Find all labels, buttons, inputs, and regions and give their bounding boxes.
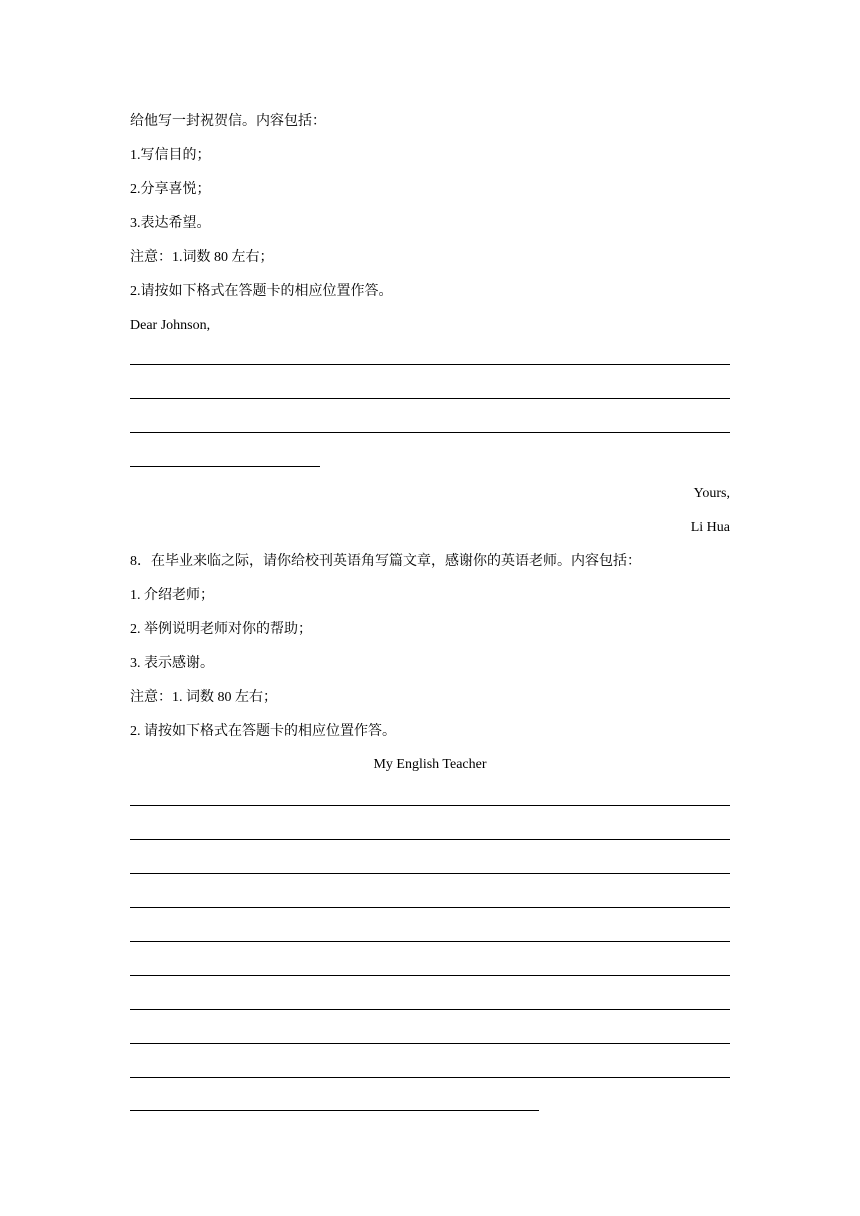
answer-line	[130, 1043, 730, 1044]
answer-line	[130, 364, 730, 365]
answer-line	[130, 839, 730, 840]
letter-salutation: Dear Johnson,	[130, 318, 211, 333]
answer-line	[130, 873, 730, 874]
answer-line	[130, 1009, 730, 1010]
task8-item-1: 1. 介绍老师；	[130, 588, 214, 603]
task7-note-2: 2.请按如下格式在答题卡的相应位置作答。	[130, 284, 393, 299]
essay-title: My English Teacher	[373, 757, 487, 772]
answer-line	[130, 975, 730, 976]
task8-note-1: 注意：1. 词数 80 左右；	[130, 690, 277, 705]
task7-note-1: 注意：1.词数 80 左右；	[130, 250, 274, 265]
answer-line	[130, 398, 730, 399]
answer-line	[130, 1077, 730, 1078]
task7-item-1: 1.写信目的；	[130, 148, 211, 163]
task7-item-2: 2.分享喜悦；	[130, 182, 211, 197]
letter-closing: Yours,	[693, 486, 730, 501]
task8-item-3: 3. 表示感谢。	[130, 656, 214, 671]
answer-line-short	[130, 1110, 539, 1111]
answer-line	[130, 941, 730, 942]
task7-item-3: 3.表达希望。	[130, 216, 211, 231]
answer-line-short	[130, 466, 320, 467]
task8-note-2: 2. 请按如下格式在答题卡的相应位置作答。	[130, 724, 396, 739]
answer-line	[130, 907, 730, 908]
task8-intro: 8．在毕业来临之际，请你给校刊英语角写篇文章，感谢你的英语老师。内容包括：	[130, 554, 641, 569]
task7-intro: 给他写一封祝贺信。内容包括：	[130, 114, 326, 129]
answer-line	[130, 432, 730, 433]
answer-line	[130, 805, 730, 806]
letter-signature: Li Hua	[690, 520, 730, 535]
task8-item-2: 2. 举例说明老师对你的帮助；	[130, 622, 312, 637]
